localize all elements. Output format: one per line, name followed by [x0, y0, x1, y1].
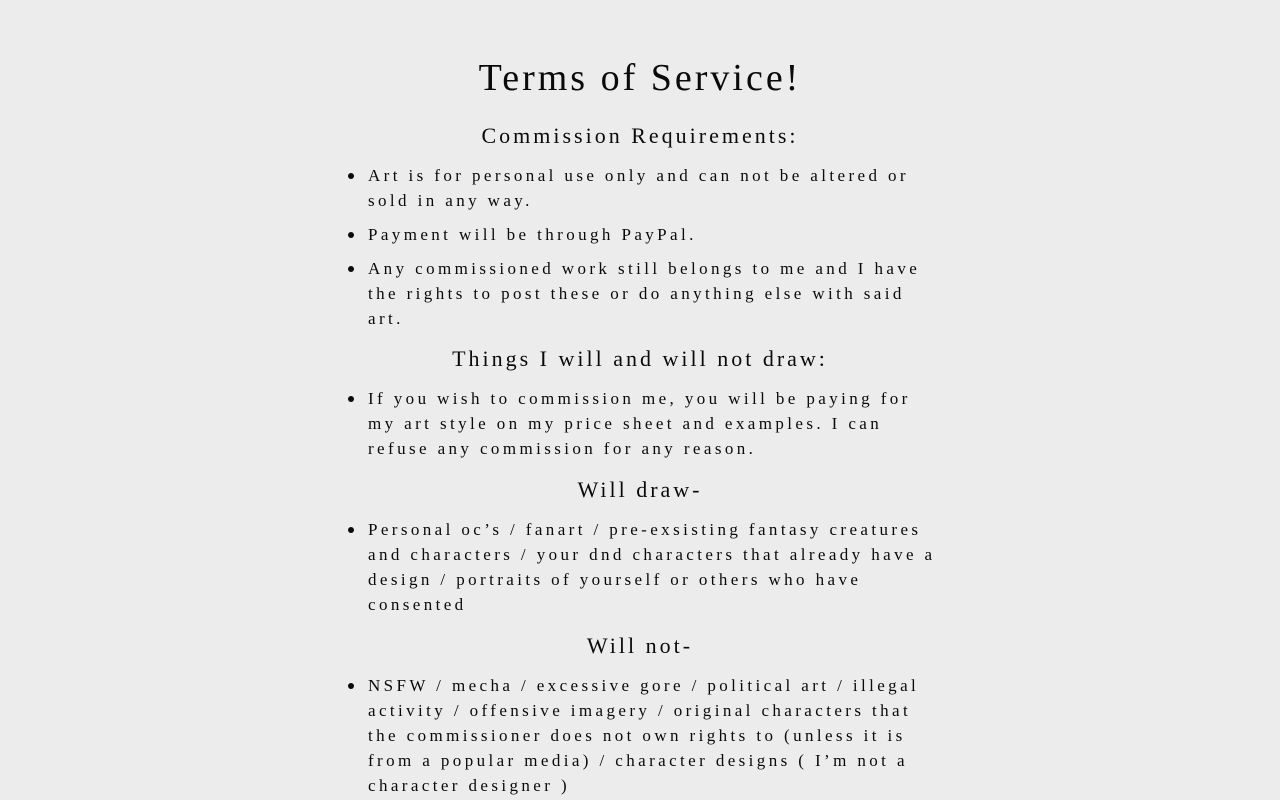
section-heading-will-not: Will not- [586, 633, 694, 658]
bullet-icon [348, 232, 354, 238]
will-and-will-not-list [340, 386, 940, 461]
bullet-icon [348, 396, 354, 402]
list-item [368, 222, 940, 247]
section-heading-commission-requirements: Commission Requirements: [481, 123, 799, 148]
bullet-icon [348, 527, 354, 533]
list-item-text: Art is for personal use only and can not be altered or sold in any way. [368, 166, 909, 210]
bullet-icon [348, 173, 354, 179]
list-item [368, 386, 940, 461]
list-item-text: Personal oc’s / fanart / pre-exsisting fantasy creatures and characters / your dnd characters that already have a design / portraits of yourself or others who have consented [368, 520, 936, 614]
will-not-list [340, 673, 940, 798]
list-item [368, 163, 940, 213]
list-item [368, 673, 940, 798]
list-item [368, 517, 940, 617]
page-title: Terms of Service! [478, 57, 802, 99]
list-item-text: Payment will be through PayPal. [368, 225, 697, 244]
commission-requirements-list [340, 163, 940, 331]
bullet-icon [348, 683, 354, 689]
list-item-text: If you wish to commission me, you will be paying for my art style on my price sheet and examples. I can refuse any commission for any reason. [368, 389, 911, 458]
list-item-text: Any commissioned work still belongs to me and I have the rights to post these or do anything else with said art. [368, 259, 921, 328]
section-heading-will-draw: Will draw- [577, 477, 703, 502]
will-draw-list [340, 517, 940, 617]
list-item [368, 256, 940, 331]
section-heading-will-and-will-not-draw: Things I will and will not draw: [452, 346, 828, 371]
tos-content [340, 54, 940, 798]
list-item-text: NSFW / mecha / excessive gore / political art / illegal activity / offensive imagery / original characters that the commissioner does not own rights to (unless it is from a popular media) / character designs ( I’m not a character designer ) [368, 676, 920, 795]
bullet-icon [348, 266, 354, 272]
